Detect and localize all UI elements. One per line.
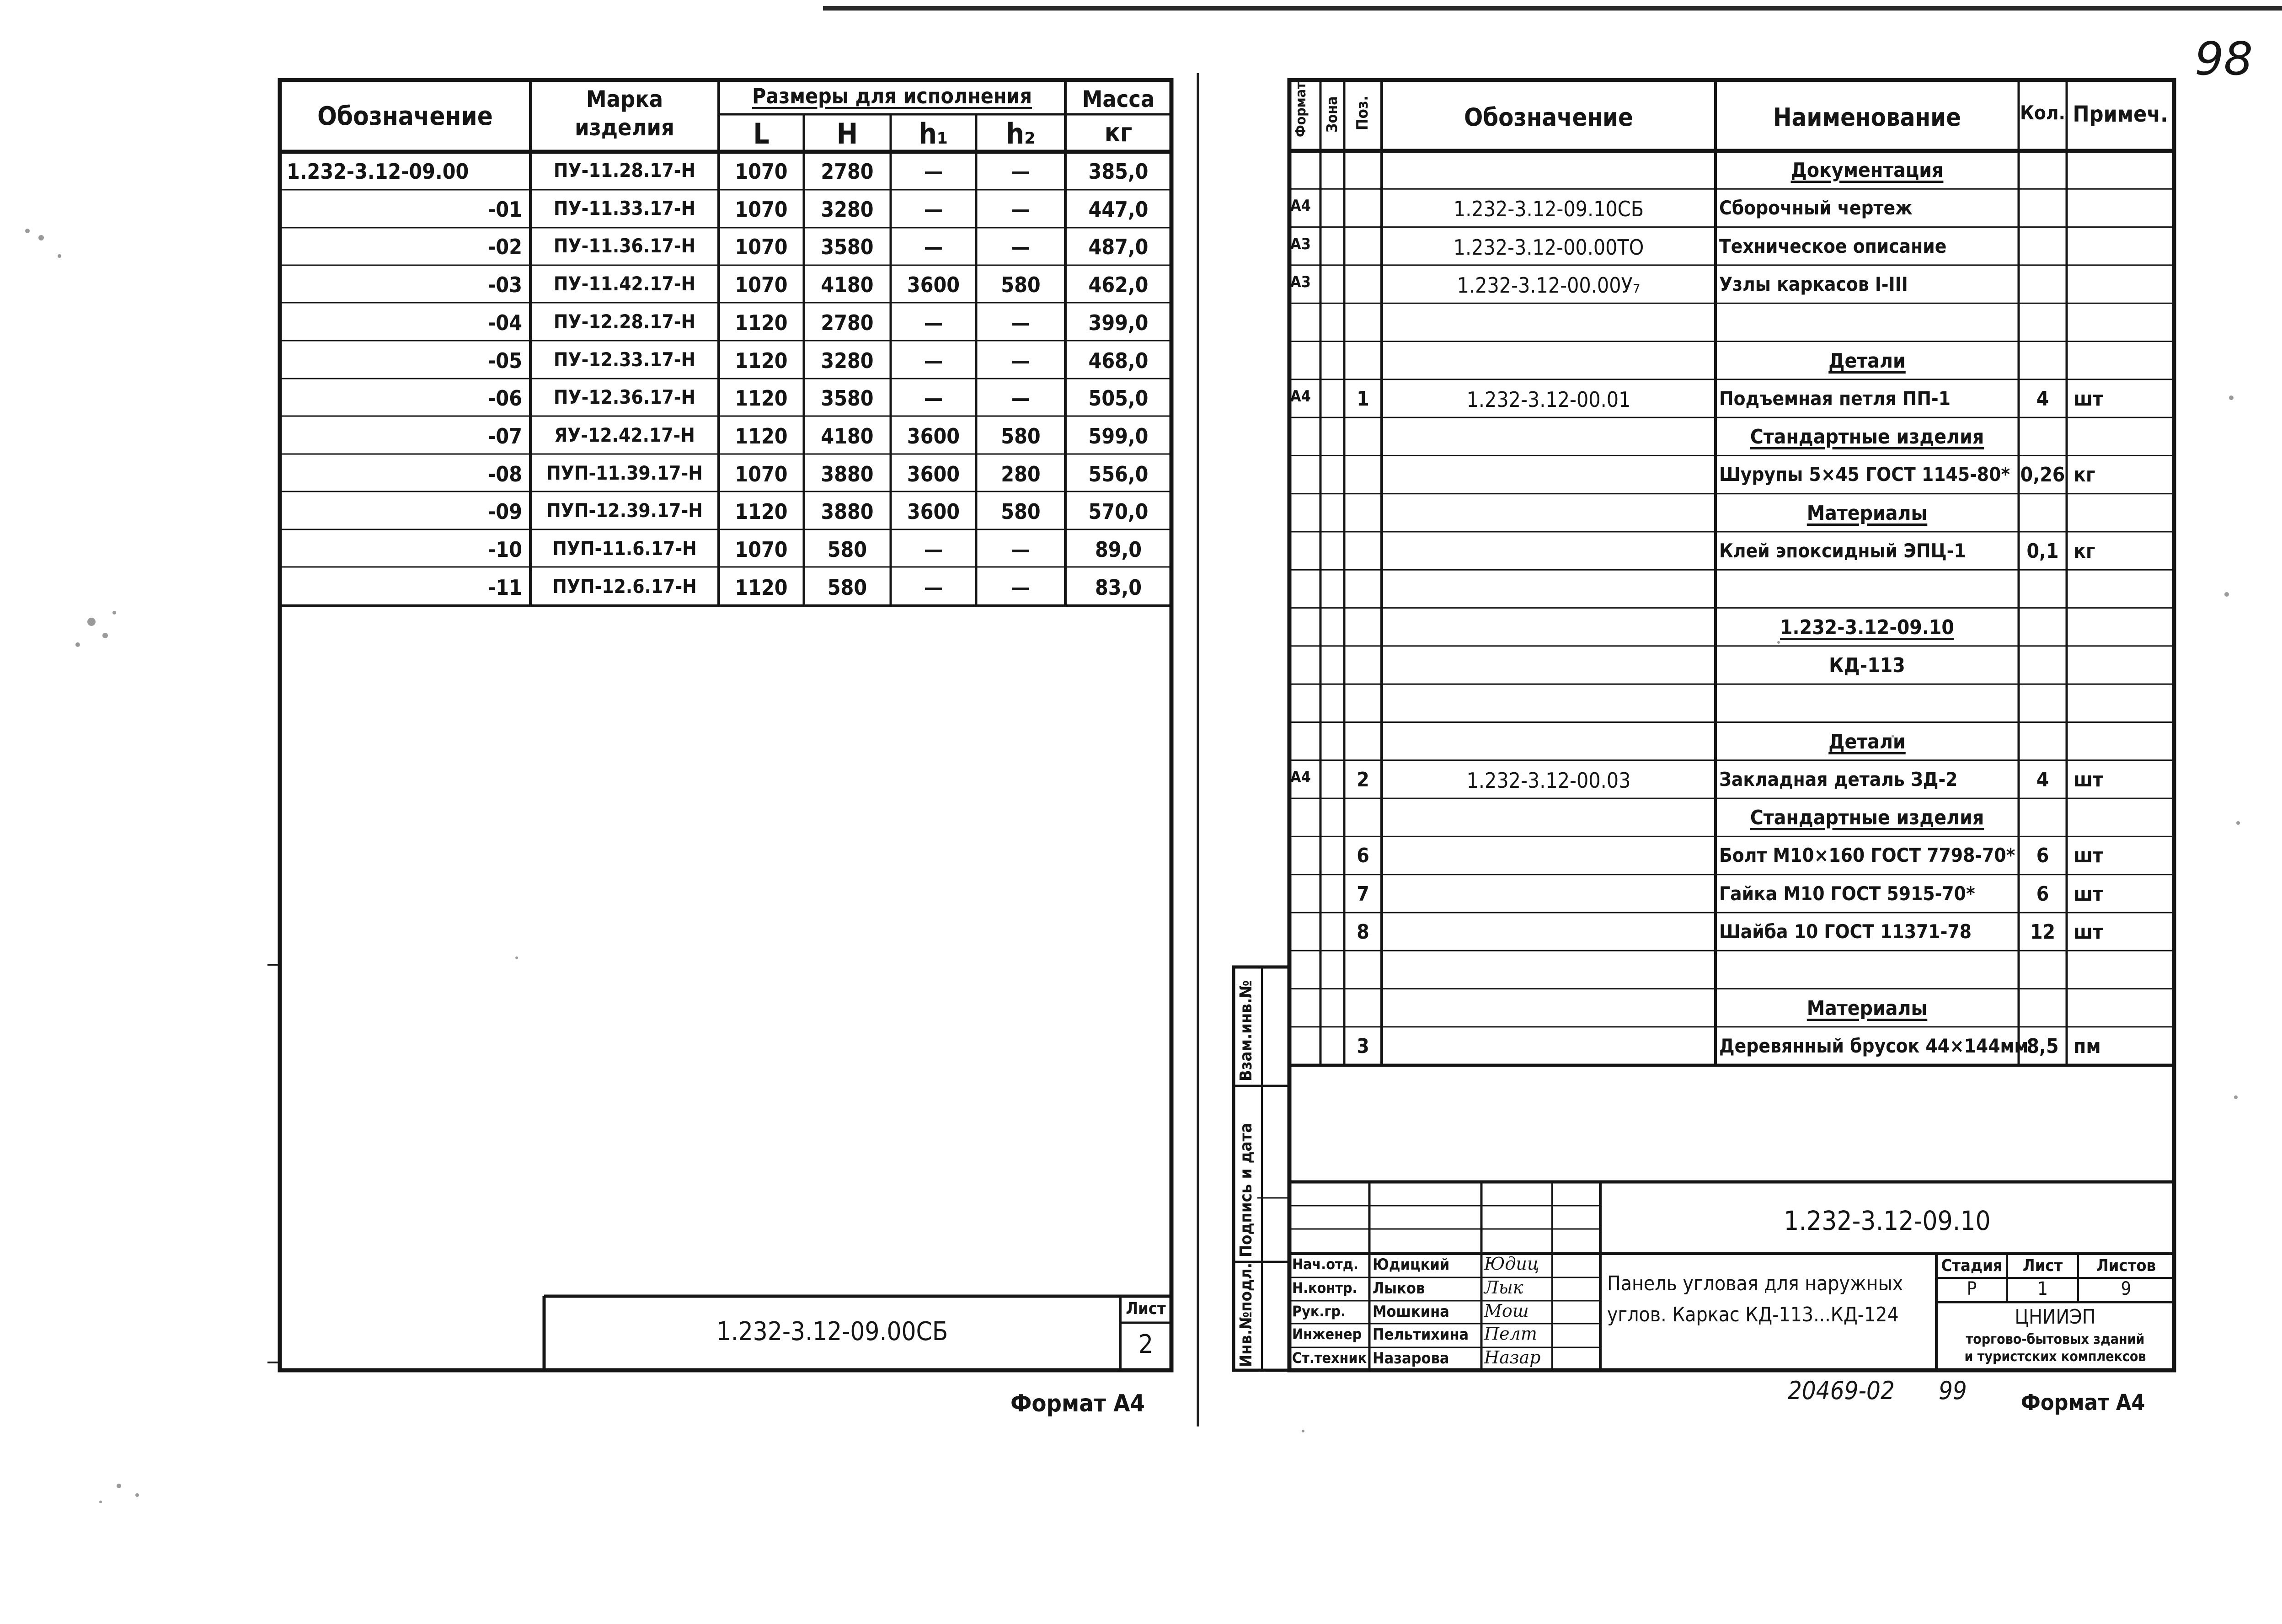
side-label-replace: Взам.инв.№ — [1237, 980, 1256, 1081]
right-cell-pos: 3 — [1357, 1034, 1369, 1058]
tb-role: Н.контр. — [1292, 1279, 1357, 1297]
left-cell-H: 3280 — [821, 348, 874, 373]
title-line-1: Панель угловая для наружных — [1607, 1272, 1903, 1295]
left-cell-H: 4180 — [821, 272, 874, 298]
left-cell-L: 1070 — [735, 537, 788, 562]
right-cell-note: шт — [2074, 920, 2103, 944]
left-cell-H: 3880 — [821, 461, 874, 486]
left-cell-mark: ПУП-11.6.17-Н — [552, 537, 697, 560]
left-cell-L: 1120 — [735, 386, 788, 411]
tb-role: Рук.гр. — [1292, 1303, 1346, 1320]
bottom-page: 99 — [1939, 1376, 1967, 1405]
right-cell-name: Болт М10×160 ГОСТ 7798-70* — [1719, 844, 2015, 867]
left-cell-mark: ПУ-11.33.17-Н — [553, 197, 696, 219]
side-label-inv: Инв.№подл. — [1237, 1262, 1256, 1367]
left-cell-h2: 580 — [1001, 272, 1041, 298]
left-cell-designation: -10 — [488, 537, 522, 562]
tb-name: Юдицкий — [1373, 1255, 1450, 1274]
right-cell-pos: 6 — [1357, 844, 1369, 868]
tb-signature: Пелт — [1484, 1324, 1537, 1344]
header-designation-r: Обозначение — [1464, 103, 1634, 132]
left-cell-H: 580 — [827, 537, 867, 562]
org-line-3: и туристских комплексов — [1964, 1349, 2146, 1365]
right-cell-name: Шайба 10 ГОСТ 11371-78 — [1719, 920, 1972, 943]
tb-role: Инженер — [1292, 1325, 1362, 1343]
title-doc-code: 1.232-3.12-09.10 — [1784, 1205, 1991, 1236]
left-cell-h1: — — [924, 159, 943, 184]
sheet-label: Лист — [2022, 1256, 2063, 1275]
right-cell-format: А3 — [1290, 235, 1311, 253]
left-cell-mark: ПУ-11.36.17-Н — [553, 235, 696, 257]
right-cell-name: 1.232-3.12-09.10 — [1780, 615, 1954, 639]
left-cell-h2: — — [1011, 310, 1031, 335]
right-cell-name: Шурупы 5×45 ГОСТ 1145-80* — [1719, 463, 2010, 486]
right-cell-name: Документация — [1790, 159, 1944, 182]
header-kg: кг — [1104, 118, 1133, 148]
left-cell-h1: — — [924, 348, 943, 373]
tb-signature: Лык — [1484, 1277, 1523, 1298]
left-cell-L: 1070 — [735, 235, 788, 260]
sheet-value: 1 — [2037, 1278, 2048, 1299]
org-line-2: торгово-бытовых зданий — [1966, 1331, 2145, 1347]
left-cell-L: 1120 — [735, 423, 788, 449]
sheets-label: Листов — [2096, 1256, 2156, 1275]
right-cell-name: Клей эпоксидный ЭПЦ-1 — [1719, 540, 1966, 562]
left-cell-h1: — — [924, 537, 943, 562]
stamp-sheet-number: 2 — [1138, 1330, 1154, 1359]
left-cell-mass: 570,0 — [1088, 499, 1149, 524]
right-cell-pos: 1 — [1357, 387, 1369, 411]
left-cell-L: 1120 — [735, 348, 788, 373]
left-cell-mass: 505,0 — [1088, 386, 1149, 411]
sheets-value: 9 — [2121, 1278, 2132, 1299]
header-mark-2: изделия — [575, 114, 674, 141]
left-cell-h1: — — [924, 575, 943, 600]
tb-name: Назарова — [1373, 1349, 1449, 1368]
tb-role: Ст.техник — [1292, 1349, 1367, 1367]
left-cell-mass: 89,0 — [1095, 537, 1142, 562]
left-cell-mark: ПУ-12.33.17-Н — [553, 348, 696, 371]
right-cell-note: шт — [2074, 844, 2103, 868]
right-cell-format: А4 — [1290, 197, 1311, 215]
right-cell-designation: 1.232-3.12-00.00ТО — [1453, 235, 1644, 260]
right-cell-note: кг — [2074, 463, 2095, 487]
left-cell-mark: ПУ-11.28.17-Н — [553, 159, 696, 182]
left-format-label: Формат А4 — [1010, 1390, 1145, 1417]
header-name: Наименование — [1773, 103, 1961, 132]
left-cell-h2: 280 — [1001, 461, 1041, 486]
tb-name: Лыков — [1373, 1279, 1425, 1298]
left-cell-mark: ПУ-12.28.17-Н — [553, 310, 696, 333]
left-cell-L: 1070 — [735, 159, 788, 184]
right-cell-qty: 0,26 — [2020, 463, 2065, 487]
header-mark: Марка — [586, 86, 663, 112]
right-cell-qty: 12 — [2030, 920, 2056, 944]
header-qty: Кол. — [2020, 102, 2065, 124]
left-cell-h2: — — [1011, 348, 1031, 373]
left-cell-mass: 599,0 — [1088, 423, 1149, 449]
left-cell-h1: 3600 — [907, 423, 960, 449]
right-cell-name: Материалы — [1806, 996, 1928, 1020]
right-cell-note: пм — [2074, 1034, 2101, 1058]
right-cell-note: кг — [2074, 540, 2095, 563]
left-cell-L: 1120 — [735, 575, 788, 600]
right-cell-designation: 1.232-3.12-00.01 — [1466, 387, 1631, 412]
right-cell-name: Подъемная петля ПП-1 — [1719, 387, 1951, 410]
right-cell-name: Техническое описание — [1719, 235, 1947, 257]
title-line-2: углов. Каркас КД-113...КД-124 — [1607, 1303, 1899, 1326]
right-cell-name: Деревянный брусок 44×144мм — [1719, 1034, 2029, 1057]
left-cell-mass: 556,0 — [1088, 461, 1149, 486]
left-cell-mark: ПУ-12.36.17-Н — [553, 386, 696, 409]
left-cell-h1: 3600 — [907, 272, 960, 298]
header-format: Формат — [1293, 82, 1309, 137]
right-cell-name: Детали — [1828, 730, 1906, 753]
left-cell-h1: 3600 — [907, 461, 960, 486]
right-cell-pos: 7 — [1357, 882, 1369, 906]
right-cell-designation: 1.232-3.12-00.03 — [1466, 768, 1631, 793]
left-cell-mass: 399,0 — [1088, 310, 1149, 335]
right-cell-name: Стандартные изделия — [1750, 425, 1984, 449]
left-cell-H: 4180 — [821, 423, 874, 449]
left-cell-H: 3580 — [821, 235, 874, 260]
left-cell-h2: — — [1011, 575, 1031, 600]
left-cell-mark: ПУП-12.39.17-Н — [546, 499, 703, 522]
left-cell-H: 3580 — [821, 386, 874, 411]
left-cell-mass: 487,0 — [1088, 235, 1149, 260]
right-cell-note: шт — [2074, 882, 2103, 906]
left-cell-H: 2780 — [821, 159, 874, 184]
tb-name: Пельтихина — [1373, 1325, 1469, 1344]
left-cell-mass: 462,0 — [1088, 272, 1149, 298]
right-cell-format: А4 — [1290, 768, 1311, 786]
left-cell-designation: -08 — [488, 461, 522, 486]
stage-value: Р — [1967, 1278, 1977, 1299]
left-cell-mark: ПУП-11.39.17-Н — [546, 461, 703, 484]
left-cell-L: 1120 — [735, 499, 788, 524]
bottom-numbers: 20469-02 — [1788, 1376, 1895, 1405]
left-cell-designation: -09 — [488, 499, 522, 524]
right-format-label: Формат А4 — [2021, 1390, 2145, 1416]
left-cell-designation: -06 — [488, 386, 522, 411]
left-cell-mark: ПУ-11.42.17-Н — [553, 272, 696, 295]
left-cell-h1: — — [924, 197, 943, 222]
right-cell-pos: 8 — [1357, 920, 1369, 944]
right-cell-name: КД-113 — [1829, 653, 1905, 677]
left-cell-mass: 83,0 — [1095, 575, 1142, 600]
header-note: Примеч. — [2073, 102, 2168, 127]
left-cell-L: 1070 — [735, 272, 788, 298]
tb-name: Мошкина — [1373, 1303, 1449, 1321]
right-cell-qty: 8,5 — [2026, 1034, 2059, 1058]
left-cell-h2: — — [1011, 159, 1031, 184]
left-cell-h2: — — [1011, 235, 1031, 260]
org-line-1: ЦНИИЭП — [2015, 1305, 2096, 1329]
right-cell-name: Материалы — [1806, 501, 1928, 525]
left-cell-designation: 1.232-3.12-09.00 — [287, 159, 469, 184]
header-h1: h₁ — [919, 117, 948, 150]
right-cell-name: Стандартные изделия — [1750, 806, 1984, 830]
header-dimensions: Размеры для исполнения — [752, 84, 1032, 108]
tb-signature: Юдиц — [1484, 1254, 1539, 1274]
header-h2: h₂ — [1006, 117, 1036, 150]
left-cell-h2: 580 — [1001, 499, 1041, 524]
left-cell-designation: -07 — [488, 423, 522, 449]
right-cell-format: А4 — [1290, 387, 1311, 406]
left-cell-mass: 385,0 — [1088, 159, 1149, 184]
right-cell-designation: 1.232-3.12-00.00У₇ — [1457, 272, 1641, 298]
right-cell-name: Узлы каркасов I-III — [1719, 272, 1908, 295]
left-cell-mark: ЯУ-12.42.17-Н — [554, 423, 695, 446]
tb-signature: Назар — [1484, 1347, 1541, 1368]
right-cell-qty: 6 — [2036, 882, 2049, 906]
left-cell-h2: — — [1011, 537, 1031, 562]
right-cell-qty: 4 — [2036, 768, 2049, 791]
left-cell-mass: 447,0 — [1088, 197, 1149, 222]
left-cell-L: 1120 — [735, 310, 788, 335]
left-cell-designation: -05 — [488, 348, 522, 373]
left-cell-h2: — — [1011, 197, 1031, 222]
side-label-sign: Подпись и дата — [1237, 1122, 1256, 1257]
left-cell-designation: -04 — [488, 310, 522, 335]
left-cell-mark: ПУП-12.6.17-Н — [552, 575, 697, 598]
header-designation: Обозначение — [317, 102, 493, 131]
right-cell-pos: 2 — [1357, 768, 1369, 791]
page-number: 98 — [2195, 32, 2253, 85]
right-cell-qty: 0,1 — [2026, 540, 2059, 563]
right-cell-name: Гайка М10 ГОСТ 5915-70* — [1719, 882, 1975, 905]
left-cell-L: 1070 — [735, 197, 788, 222]
left-cell-h1: — — [924, 386, 943, 411]
header-H: H — [836, 117, 858, 150]
left-cell-h2: 580 — [1001, 423, 1041, 449]
left-cell-H: 3280 — [821, 197, 874, 222]
tb-role: Нач.отд. — [1292, 1255, 1358, 1273]
left-cell-H: 580 — [827, 575, 867, 600]
left-cell-designation: -03 — [488, 272, 522, 298]
stamp-code: 1.232-3.12-09.00СБ — [716, 1317, 948, 1346]
stage-label: Стадия — [1941, 1256, 2003, 1275]
left-cell-designation: -02 — [488, 235, 522, 260]
header-L: L — [753, 117, 770, 150]
tb-signature: Мош — [1484, 1301, 1529, 1321]
left-cell-H: 3880 — [821, 499, 874, 524]
right-cell-designation: 1.232-3.12-09.10СБ — [1453, 197, 1644, 222]
right-cell-name: Закладная деталь ЗД-2 — [1719, 768, 1958, 791]
right-cell-qty: 4 — [2036, 387, 2049, 411]
header-mass: Масса — [1082, 86, 1155, 112]
left-cell-designation: -11 — [488, 575, 522, 600]
right-cell-note: шт — [2074, 387, 2103, 411]
stamp-sheet-label: Лист — [1126, 1299, 1166, 1318]
header-zone: Зона — [1323, 96, 1341, 133]
left-cell-L: 1070 — [735, 461, 788, 486]
left-cell-h1: — — [924, 235, 943, 260]
right-cell-name: Детали — [1828, 349, 1906, 373]
left-cell-mass: 468,0 — [1088, 348, 1149, 373]
left-cell-designation: -01 — [488, 197, 522, 222]
right-cell-qty: 6 — [2036, 844, 2049, 868]
right-cell-note: шт — [2074, 768, 2103, 791]
left-cell-h2: — — [1011, 386, 1031, 411]
right-cell-name: Сборочный чертеж — [1719, 197, 1913, 219]
left-cell-h1: — — [924, 310, 943, 335]
left-cell-H: 2780 — [821, 310, 874, 335]
right-cell-format: А3 — [1290, 272, 1311, 291]
left-cell-h1: 3600 — [907, 499, 960, 524]
header-pos: Поз. — [1353, 95, 1372, 130]
